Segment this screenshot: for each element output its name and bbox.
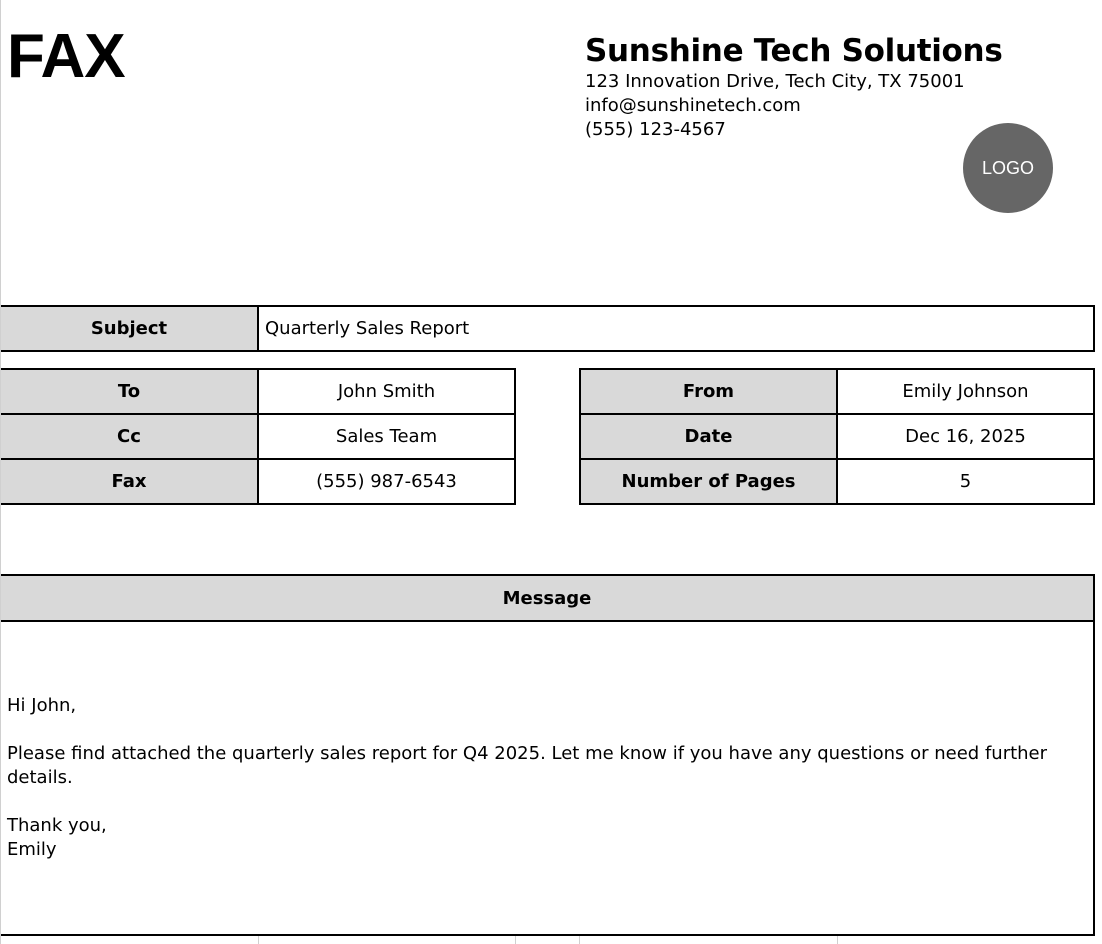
message-text: Please find attached the quarterly sales report for Q4 2025. Let me know if you have any questions or need further details. bbox=[7, 743, 1048, 788]
fax-label: Fax bbox=[1, 459, 258, 504]
pages-label: Number of Pages bbox=[580, 459, 837, 504]
fax-value[interactable]: (555) 987-6543 bbox=[258, 459, 515, 504]
sender-table bbox=[579, 368, 1095, 505]
from-value[interactable]: Emily Johnson bbox=[837, 369, 1094, 414]
to-value[interactable]: John Smith bbox=[258, 369, 515, 414]
subject-table bbox=[1, 305, 1095, 352]
company-phone: (555) 123-4567 bbox=[585, 119, 726, 140]
cc-row bbox=[1, 414, 515, 459]
from-label: From bbox=[580, 369, 837, 414]
fax-title: FAX bbox=[7, 22, 125, 91]
date-label: Date bbox=[580, 414, 837, 459]
from-row bbox=[580, 369, 1094, 414]
date-row bbox=[580, 414, 1094, 459]
message-greeting: Hi John, bbox=[7, 695, 77, 716]
company-name: Sunshine Tech Solutions bbox=[585, 33, 1003, 69]
cc-label: Cc bbox=[1, 414, 258, 459]
message-header: Message bbox=[1, 576, 1093, 622]
company-info bbox=[585, 32, 1002, 142]
pages-value[interactable]: 5 bbox=[837, 459, 1094, 504]
message-box bbox=[1, 574, 1095, 936]
date-value[interactable]: Dec 16, 2025 bbox=[837, 414, 1094, 459]
recipient-table bbox=[1, 368, 516, 505]
sheet-gridlines bbox=[1, 936, 1102, 944]
message-body[interactable] bbox=[1, 622, 1093, 862]
message-closing: Thank you, bbox=[7, 815, 107, 836]
subject-label: Subject bbox=[1, 306, 258, 351]
company-address: 123 Innovation Drive, Tech City, TX 75001 bbox=[585, 71, 965, 92]
cc-value[interactable]: Sales Team bbox=[258, 414, 515, 459]
subject-row bbox=[1, 306, 1094, 351]
company-logo: LOGO bbox=[963, 123, 1053, 213]
fax-row bbox=[1, 459, 515, 504]
subject-value[interactable]: Quarterly Sales Report bbox=[258, 306, 1094, 351]
pages-row bbox=[580, 459, 1094, 504]
to-label: To bbox=[1, 369, 258, 414]
company-email: info@sunshinetech.com bbox=[585, 95, 801, 116]
to-row bbox=[1, 369, 515, 414]
message-signature: Emily bbox=[7, 839, 57, 860]
